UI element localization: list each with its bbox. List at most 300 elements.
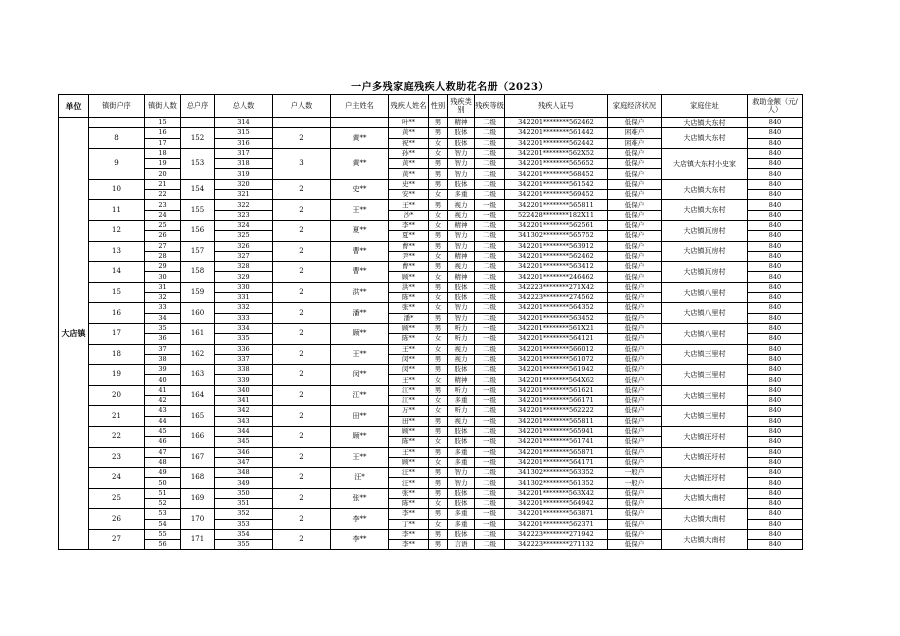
disability-cert-number: 342201********565871 [505,447,608,457]
gender: 女 [429,210,448,220]
economic-status: 低保户 [608,200,662,210]
town-household-no: 24 [89,468,145,489]
disabled-person-name: 李** [389,540,429,550]
economic-status: 低保户 [608,231,662,241]
town-person-no: 34 [145,313,181,323]
economic-status: 低保户 [608,169,662,179]
total-person-no: 342 [215,406,273,416]
total-person-no: 325 [215,231,273,241]
town-person-no: 21 [145,179,181,189]
disability-type: 听力 [448,323,475,333]
column-header: 镇街人数 [145,95,181,118]
gender: 女 [429,251,448,261]
disability-cert-number: 342201********563412 [505,262,608,272]
table-row [59,488,803,498]
total-person-no: 329 [215,272,273,282]
household-head-name: 曹** [331,241,389,262]
total-person-no: 341 [215,396,273,406]
home-address: 大店镇八里村 [662,303,748,324]
table-row [59,220,803,230]
table-row [59,509,803,519]
disability-type: 肢体 [448,498,475,508]
disabled-person-name: 祝** [389,138,429,148]
gender: 男 [429,262,448,272]
disability-grade: 二级 [475,251,505,261]
household-head-name: 顾** [331,323,389,344]
total-household-no: 162 [181,344,215,365]
disability-grade: 二级 [475,272,505,282]
town-household-no: 17 [89,323,145,344]
town-person-no: 42 [145,396,181,406]
economic-status: 低保户 [608,210,662,220]
table-row [59,447,803,457]
home-address: 大店镇八里村 [662,282,748,303]
disability-cert-number: 342201********568452 [505,169,608,179]
column-header: 户人数 [273,95,331,118]
disability-type: 精神 [448,251,475,261]
gender: 男 [429,478,448,488]
town-household-no: 20 [89,385,145,406]
table-row [59,303,803,313]
column-header: 残疾人证号 [505,95,608,118]
disability-type: 智力 [448,159,475,169]
home-address: 大店镇三里村 [662,365,748,386]
total-person-no: 351 [215,498,273,508]
gender: 女 [429,437,448,447]
total-person-no: 314 [215,118,273,128]
household-size: 2 [273,344,331,365]
disabled-person-name: 王** [389,447,429,457]
disability-type: 视力 [448,262,475,272]
disability-cert-number: 342201********561X21 [505,323,608,333]
aid-amount: 840 [748,498,803,508]
town-person-no: 39 [145,365,181,375]
town-person-no: 17 [145,138,181,148]
household-head-name: 汪* [331,468,389,489]
town-person-no: 38 [145,354,181,364]
total-household-no: 170 [181,509,215,530]
gender: 男 [429,282,448,292]
disability-type: 多重 [448,509,475,519]
aid-amount: 840 [748,323,803,333]
economic-status: 低保户 [608,509,662,519]
household-size: 3 [273,148,331,179]
disability-type: 肢体 [448,138,475,148]
total-person-no: 331 [215,293,273,303]
aid-amount: 840 [748,488,803,498]
household-size: 2 [273,365,331,386]
total-person-no: 328 [215,262,273,272]
total-person-no: 324 [215,220,273,230]
total-person-no: 315 [215,128,273,138]
disability-type: 智力 [448,303,475,313]
gender: 女 [429,519,448,529]
household-size: 2 [273,200,331,221]
gender: 男 [429,354,448,364]
economic-status: 低保户 [608,365,662,375]
gender: 男 [429,323,448,333]
economic-status: 低保户 [608,262,662,272]
disability-type: 智力 [448,313,475,323]
town-household-no: 8 [89,128,145,149]
gender: 男 [429,200,448,210]
aid-amount: 840 [748,313,803,323]
disabled-person-name: 闵** [389,354,429,364]
total-person-no: 327 [215,251,273,261]
gender: 女 [429,303,448,313]
gender: 女 [429,334,448,344]
column-header: 总人数 [215,95,273,118]
disability-cert-number: 342201********562222 [505,406,608,416]
disability-cert-number: 342201********563912 [505,241,608,251]
household-size: 2 [273,406,331,427]
economic-status: 低保户 [608,406,662,416]
disability-type: 肢体 [448,293,475,303]
total-person-no: 352 [215,509,273,519]
town-household-no: 9 [89,148,145,179]
aid-amount: 840 [748,118,803,128]
disabled-person-name: 孙** [389,148,429,158]
gender: 男 [429,241,448,251]
household-head-name: 田** [331,406,389,427]
disabled-person-name: 安** [389,190,429,200]
total-person-no: 347 [215,457,273,467]
disabled-person-name: 王** [389,344,429,354]
household-head-name: 王** [331,447,389,468]
total-person-no: 333 [215,313,273,323]
disabled-person-name: 李** [389,509,429,519]
disabled-person-name: 张** [389,488,429,498]
economic-status: 困难户 [608,128,662,138]
total-person-no: 332 [215,303,273,313]
table-header [59,95,803,118]
home-address: 大店镇大东村 [662,200,748,221]
disabled-person-name: 曹** [389,241,429,251]
gender: 男 [429,118,448,128]
total-household-no: 156 [181,220,215,241]
column-header: 家庭经济状况 [608,95,662,118]
household-head-name: 潘** [331,303,389,324]
total-person-no: 319 [215,169,273,179]
town-person-no: 35 [145,323,181,333]
disability-cert-number: 342201********565811 [505,416,608,426]
disability-grade: 二级 [475,344,505,354]
disability-cert-number: 342201********561942 [505,365,608,375]
economic-status: 低保户 [608,179,662,189]
town-person-no: 29 [145,262,181,272]
disabled-person-name: 汪** [389,478,429,488]
household-size: 2 [273,179,331,200]
aid-amount: 840 [748,159,803,169]
disability-grade: 二级 [475,241,505,251]
disabled-person-name: 顾** [389,323,429,333]
disability-type: 智力 [448,148,475,158]
aid-amount: 840 [748,406,803,416]
disability-grade: 一级 [475,210,505,220]
town-person-no: 19 [145,159,181,169]
disability-type: 多重 [448,396,475,406]
aid-amount: 840 [748,354,803,364]
home-address: 大店镇大东村 [662,179,748,200]
aid-amount: 840 [748,128,803,138]
total-person-no: 322 [215,200,273,210]
town-person-no: 31 [145,282,181,292]
disability-type: 视力 [448,200,475,210]
table-row [59,282,803,292]
town-household-no: 10 [89,179,145,200]
disabled-person-name: 王** [389,375,429,385]
disabled-person-name: 尹** [389,251,429,261]
disability-cert-number: 342201********569452 [505,190,608,200]
home-address: 大店镇大南村 [662,529,748,550]
town-household-no: 13 [89,241,145,262]
table-row [59,128,803,138]
table-row [59,148,803,158]
home-address: 大店镇瓦房村 [662,262,748,283]
disability-grade: 二级 [475,529,505,539]
home-address: 大店镇大东村小史家 [662,148,748,179]
economic-status: 低保户 [608,241,662,251]
disability-cert-number: 522428********182X11 [505,210,608,220]
disability-grade: 二级 [475,159,505,169]
town-person-no: 24 [145,210,181,220]
disability-type: 多重 [448,519,475,529]
economic-status: 低保户 [608,272,662,282]
gender: 女 [429,138,448,148]
economic-status: 低保户 [608,354,662,364]
disability-cert-number: 341302********565752 [505,231,608,241]
aid-amount: 840 [748,457,803,467]
total-household-no: 161 [181,323,215,344]
town-person-no: 44 [145,416,181,426]
disabled-person-name: 江** [389,385,429,395]
column-header: 残疾类别 [448,95,475,118]
gender: 男 [429,447,448,457]
total-household-no: 164 [181,385,215,406]
disability-cert-number: 342201********566012 [505,344,608,354]
disabled-person-name: 沙* [389,210,429,220]
disability-cert-number: 342201********562462 [505,118,608,128]
economic-status: 低保户 [608,313,662,323]
total-person-no: 340 [215,385,273,395]
disabled-person-name: 万** [389,406,429,416]
disabled-person-name: 陈** [389,498,429,508]
town-household-no: 12 [89,220,145,241]
gender: 男 [429,179,448,189]
disability-grade: 二级 [475,262,505,272]
household-size: 2 [273,323,331,344]
gender: 男 [429,468,448,478]
household-head-name: 李** [331,509,389,530]
disabled-person-name: 江** [389,396,429,406]
total-person-no: 339 [215,375,273,385]
table-row [59,529,803,539]
household-size: 2 [273,128,331,149]
household-head-name: 江** [331,385,389,406]
disability-type: 精神 [448,375,475,385]
town-person-no: 56 [145,540,181,550]
aid-amount: 840 [748,282,803,292]
disability-cert-number: 342201********564171 [505,457,608,467]
aid-amount: 840 [748,272,803,282]
home-address: 大店镇大东村 [662,118,748,128]
aid-amount: 840 [748,426,803,436]
disabled-person-name: 田** [389,416,429,426]
disabled-person-name: 顾** [389,272,429,282]
town-person-no: 41 [145,385,181,395]
household-head-name: 史** [331,179,389,200]
home-address: 大店镇三里村 [662,406,748,427]
gender: 女 [429,406,448,416]
economic-status: 低保户 [608,334,662,344]
unit-cell: 大店镇 [59,118,89,550]
town-household-no: 15 [89,282,145,303]
disability-grade: 二级 [475,354,505,364]
town-person-no: 20 [145,169,181,179]
aid-amount: 840 [748,468,803,478]
household-size: 2 [273,529,331,550]
table-row [59,344,803,354]
disability-type: 听力 [448,406,475,416]
total-household-no: 157 [181,241,215,262]
disability-grade: 一级 [475,447,505,457]
gender: 男 [429,529,448,539]
total-household-no: 169 [181,488,215,509]
gender: 男 [429,426,448,436]
aid-amount: 840 [748,169,803,179]
home-address: 大店镇大南村 [662,488,748,509]
disability-cert-number: 342201********246462 [505,272,608,282]
disability-type: 智力 [448,241,475,251]
disabled-person-name: 王** [389,200,429,210]
disabled-person-name: 顾** [389,426,429,436]
gender: 女 [429,344,448,354]
total-household-no: 158 [181,262,215,283]
town-person-no: 33 [145,303,181,313]
total-person-no: 334 [215,323,273,333]
town-household-no: 11 [89,200,145,221]
disability-cert-number: 342201********561741 [505,437,608,447]
aid-amount: 840 [748,385,803,395]
town-person-no: 26 [145,231,181,241]
aid-amount: 840 [748,447,803,457]
economic-status: 低保户 [608,344,662,354]
aid-amount: 840 [748,529,803,539]
aid-amount: 840 [748,375,803,385]
gender: 男 [429,169,448,179]
disability-grade: 一级 [475,457,505,467]
aid-amount: 840 [748,365,803,375]
disability-cert-number: 342201********564121 [505,334,608,344]
disability-cert-number: 342201********562371 [505,519,608,529]
total-person-no: 326 [215,241,273,251]
disability-cert-number: 342223********271132 [505,540,608,550]
gender: 男 [429,159,448,169]
total-household-no: 160 [181,303,215,324]
gender: 男 [429,385,448,395]
household-head-name [331,118,389,128]
disabled-person-name: 汪** [389,468,429,478]
table-row [59,262,803,272]
total-person-no: 321 [215,190,273,200]
gender: 女 [429,220,448,230]
disability-grade: 一级 [475,396,505,406]
economic-status: 低保户 [608,220,662,230]
town-person-no: 49 [145,468,181,478]
aid-amount: 840 [748,241,803,251]
gender: 男 [429,128,448,138]
gender: 男 [429,488,448,498]
total-household-no [181,118,215,128]
disability-type: 精神 [448,220,475,230]
town-person-no: 55 [145,529,181,539]
total-household-no: 152 [181,128,215,149]
aid-amount: 840 [748,334,803,344]
home-address: 大店镇汪圩村 [662,468,748,489]
column-header: 总户序 [181,95,215,118]
economic-status: 低保户 [608,375,662,385]
disability-grade: 二级 [475,220,505,230]
disability-grade: 二级 [475,426,505,436]
economic-status: 低保户 [608,148,662,158]
table-row [59,385,803,395]
town-person-no: 51 [145,488,181,498]
disability-type: 言语 [448,540,475,550]
table-row [59,365,803,375]
total-household-no: 171 [181,529,215,550]
household-head-name: 曹** [331,262,389,283]
town-household-no: 18 [89,344,145,365]
column-header: 残疾等级 [475,95,505,118]
total-household-no: 155 [181,200,215,221]
disability-cert-number: 342223********271X42 [505,282,608,292]
disability-grade: 一级 [475,334,505,344]
household-head-name: 闵** [331,365,389,386]
town-person-no: 30 [145,272,181,282]
town-household-no [89,118,145,128]
town-person-no: 47 [145,447,181,457]
total-person-no: 353 [215,519,273,529]
disability-grade: 二级 [475,468,505,478]
disabled-person-name: 潘* [389,313,429,323]
gender: 男 [429,540,448,550]
total-person-no: 316 [215,138,273,148]
household-size: 2 [273,488,331,509]
column-header: 家庭住址 [662,95,748,118]
town-household-no: 21 [89,406,145,427]
home-address: 大店镇大东村 [662,128,748,149]
disability-cert-number: 342201********564352 [505,303,608,313]
gender: 女 [429,396,448,406]
household-size: 2 [273,220,331,241]
economic-status: 低保户 [608,282,662,292]
disability-type: 视力 [448,210,475,220]
disability-type: 视力 [448,354,475,364]
disability-type: 多重 [448,457,475,467]
town-person-no: 36 [145,334,181,344]
gender: 女 [429,498,448,508]
disabled-person-name: 黄** [389,159,429,169]
aid-amount: 840 [748,262,803,272]
total-person-no: 323 [215,210,273,220]
economic-status: 低保户 [608,447,662,457]
disability-cert-number: 342201********564942 [505,498,608,508]
total-person-no: 354 [215,529,273,539]
disability-grade: 一级 [475,437,505,447]
town-person-no: 40 [145,375,181,385]
disabled-person-name: 黄** [389,169,429,179]
gender: 女 [429,293,448,303]
